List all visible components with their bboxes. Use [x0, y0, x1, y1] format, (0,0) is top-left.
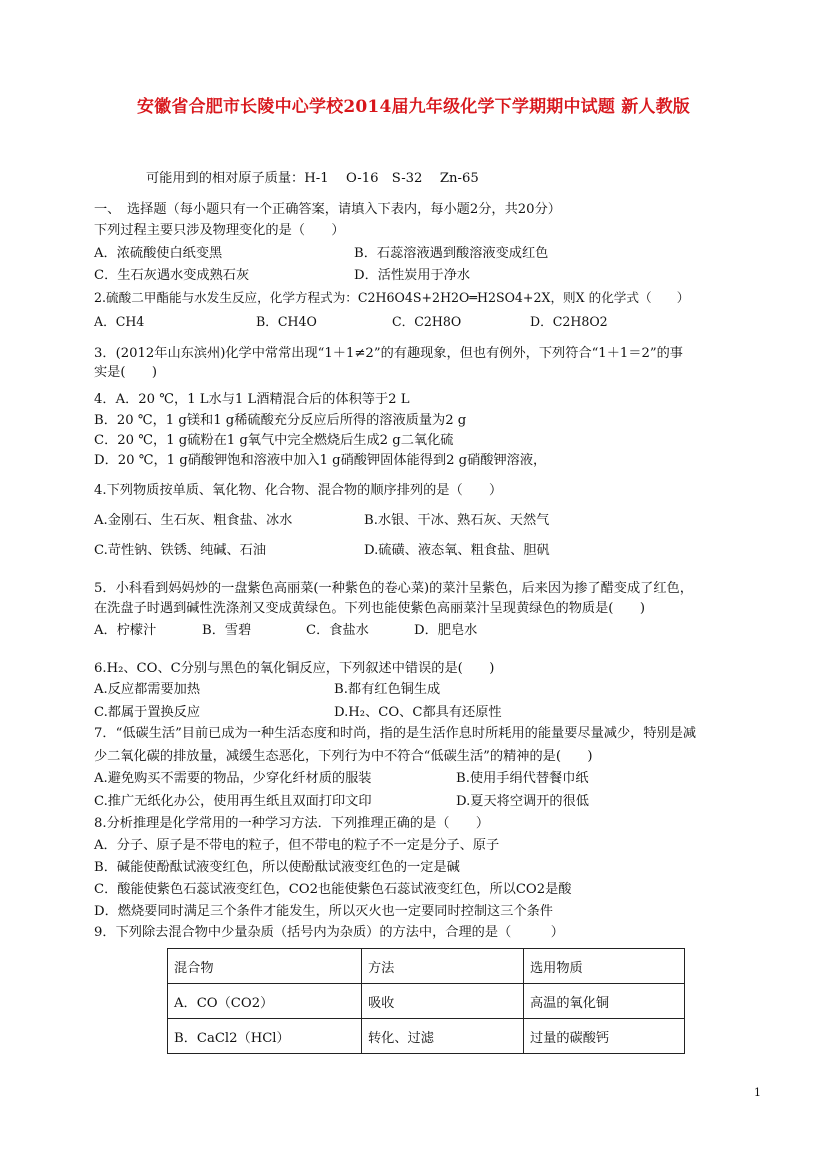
question-6-stem: 6.H₂、CO、C分别与黑色的氧化铜反应，下列叙述中错误的是( ) [94, 661, 495, 676]
page-title: 安徽省合肥市长陵中心学校2014届九年级化学下学期期中试题 新人教版 [136, 97, 691, 117]
table-cell: A．CO（CO2） [168, 984, 362, 1019]
question-7-stem-line1: 7．“低碳生活”目前已成为一种生活态度和时尚，指的是生活作息时所耗用的能量要尽量减少，特别是减 [94, 726, 697, 741]
question-3-stem-line1: 3．(2012年山东滨州)化学中常常出现“1＋1≠2”的有趣现象，但也有例外，下列符合“1＋1＝2”的事 [94, 346, 683, 361]
question-5-stem-line1: 5．小科看到妈妈炒的一盘紫色高丽菜(一种紫色的卷心菜)的菜汁呈紫色，后来因为掺了醋变成了红色， [94, 581, 693, 596]
question-7-option-a: A.避免购买不需要的物品，少穿化纤材质的服装 [94, 771, 372, 786]
question-7-option-b: B.使用手绢代替餐巾纸 [456, 771, 589, 786]
question-8-option-d: D．燃烧要同时满足三个条件才能发生，所以灭火也一定要同时控制这三个条件 [94, 904, 553, 919]
question-3-option-c: C．20 ℃，1 g硫粉在1 g氧气中完全燃烧后生成2 g二氧化硫 [94, 433, 454, 448]
question-2-option-d: D．C2H8O2 [530, 314, 608, 329]
question-8-stem: 8.分析推理是化学常用的一种学习方法．下列推理正确的是（ ） [94, 816, 490, 831]
question-3-option-b: B．20 ℃，1 g镁和1 g稀硫酸充分反应后所得的溶液质量为2 g [94, 413, 467, 428]
atomic-masses: 可能用到的相对原子质量：H-1 O-16 S-32 Zn-65 [146, 171, 479, 186]
table-header-cell: 选用物质 [524, 949, 685, 984]
question-1-option-c: C．生石灰遇水变成熟石灰 [94, 268, 250, 283]
question-4-option-b: B.水银、干冰、熟石灰、天然气 [364, 513, 550, 528]
question-1-stem: 下列过程主要只涉及物理变化的是（ ） [94, 223, 345, 238]
question-8-option-c: C．酸能使紫色石蕊试液变红色，CO2也能使紫色石蕊试液变红色，所以CO2是酸 [94, 882, 572, 897]
question-5-option-a: A．柠檬汁 [94, 623, 157, 638]
table-row [168, 1019, 685, 1054]
table-cell: B．CaCl2（HCl） [168, 1019, 362, 1054]
question-2-option-c: C．C2H8O [392, 314, 462, 329]
question-7-option-d: D.夏天将空调开的很低 [456, 794, 589, 809]
question-1-option-b: B．石蕊溶液遇到酸溶液变成红色 [354, 246, 549, 261]
question-3-option-d: D．20 ℃，1 g硝酸钾饱和溶液中加入1 g硝酸钾固体能得到2 g硝酸钾溶液， [94, 453, 547, 468]
section-heading: 一、 选择题（每小题只有一个正确答案，请填入下表内，每小题2分，共20分） [94, 202, 561, 217]
question-5-option-b: B．雪碧 [202, 623, 252, 638]
question-5-option-c: C．食盐水 [306, 623, 369, 638]
question-7-option-c: C.推广无纸化办公，使用再生纸且双面打印文印 [94, 794, 372, 809]
question-7-stem-line2: 少二氧化碳的排放量，减缓生态恶化，下列行为中不符合“低碳生活”的精神的是( ) [94, 749, 593, 764]
question-2-option-b: B．CH4O [256, 314, 317, 329]
question-4-option-c: C.苛性钠、铁锈、纯碱、石油 [94, 543, 267, 558]
question-5-stem-line2: 在洗盘子时遇到碱性洗涤剂又变成黄绿色。下列也能使紫色高丽菜汁呈现黄绿色的物质是( ) [94, 601, 645, 616]
table-header-row [168, 949, 685, 984]
question-8-option-b: B．碱能使酚酞试液变红色，所以使酚酞试液变红色的一定是碱 [94, 860, 460, 875]
question-6-option-c: C.都属于置换反应 [94, 705, 201, 720]
question-4-option-a: A.金刚石、生石灰、粗食盐、冰水 [94, 513, 293, 528]
question-8-option-a: A．分子、原子是不带电的粒子，但不带电的粒子不一定是分子、原子 [94, 838, 500, 853]
question-6-option-d: D.H₂、CO、C都具有还原性 [334, 705, 502, 720]
question-9-stem: 9．下列除去混合物中少量杂质（括号内为杂质）的方法中，合理的是（ ） [94, 925, 564, 940]
table-cell: 吸收 [362, 984, 524, 1019]
question-9-table [167, 948, 685, 1054]
question-4-option-d: D.硫磺、液态氧、粗食盐、胆矾 [364, 543, 550, 558]
table-header-cell: 方法 [362, 949, 524, 984]
question-6-option-b: B.都有红色铜生成 [334, 682, 441, 697]
table-cell: 过量的碳酸钙 [524, 1019, 685, 1054]
table-cell: 高温的氧化铜 [524, 984, 685, 1019]
question-6-option-a: A.反应都需要加热 [94, 682, 201, 697]
question-4-stem: 4.下列物质按单质、氧化物、化合物、混合物的顺序排列的是（ ） [94, 483, 503, 498]
question-2-stem: 2.硫酸二甲酯能与水发生反应，化学方程式为：C2H6O4S+2H2O═H2SO4+2X，则X 的化学式（ ） [94, 290, 690, 305]
question-3-stem-line2: 实是( ) [94, 365, 158, 380]
question-5-option-d: D．肥皂水 [414, 623, 478, 638]
question-1-option-a: A．浓硫酸使白纸变黑 [94, 246, 223, 261]
page-number: 1 [754, 1086, 761, 1099]
question-3-option-a: 4．A．20 ℃，1 L水与1 L酒精混合后的体积等于2 L [94, 392, 410, 407]
question-2-option-a: A．CH4 [94, 314, 145, 329]
table-row [168, 984, 685, 1019]
table-header-cell: 混合物 [168, 949, 362, 984]
question-1-option-d: D．活性炭用于净水 [354, 268, 471, 283]
table-cell: 转化、过滤 [362, 1019, 524, 1054]
